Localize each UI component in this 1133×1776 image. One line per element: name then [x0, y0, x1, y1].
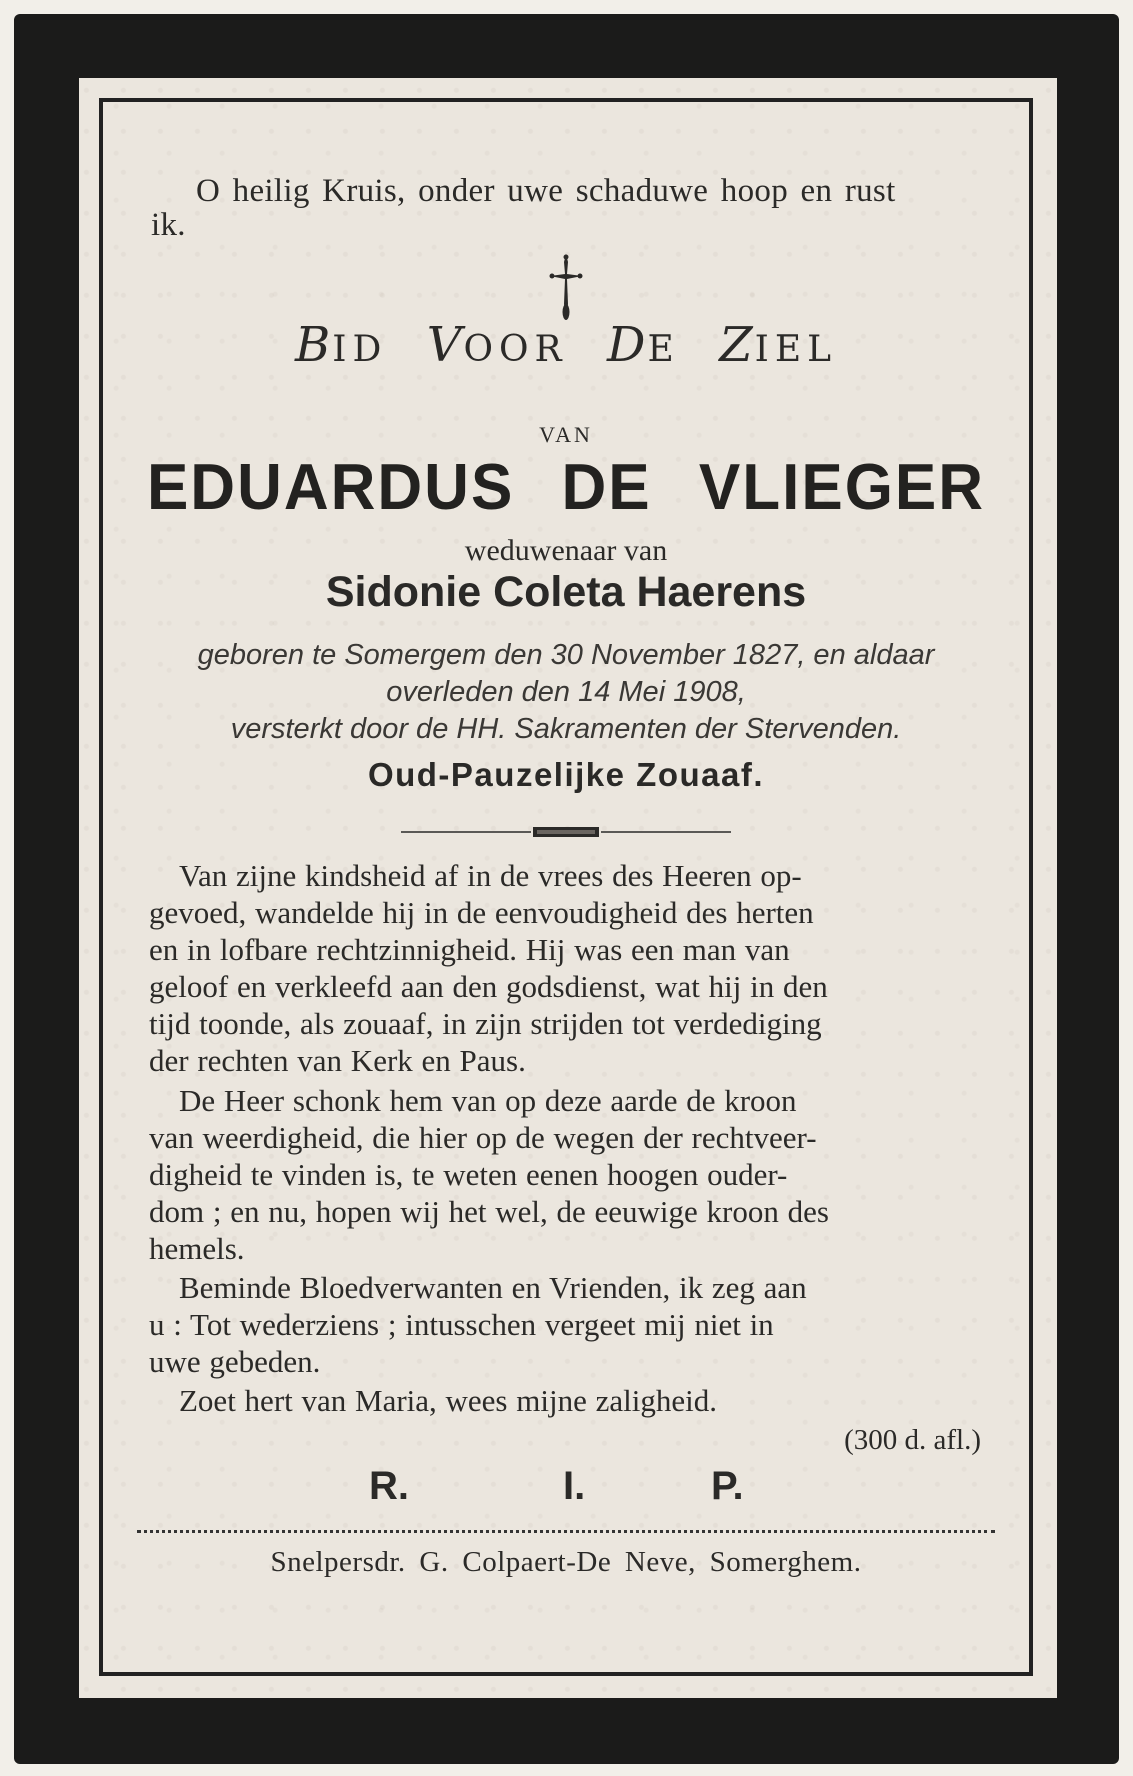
paragraph-line: geloof en verkleefd aan den godsdienst, wat hij in den [149, 969, 828, 1004]
birth-line: geboren te Somergem den 30 November 1827, en aldaar [197, 639, 935, 671]
paragraph-farewell [149, 1269, 995, 1380]
death-line: overleden den 14 Mei 1908, [386, 676, 746, 708]
paragraph-line: De Heer schonk hem van op deze aarde de kroon [179, 1083, 797, 1118]
latin-cross-icon [548, 252, 584, 322]
heading-word-ziel: ZIEL [719, 317, 838, 373]
paragraph-line: uwe gebeden. [149, 1344, 321, 1379]
card-content [131, 102, 1001, 1672]
van-label: VAN [539, 422, 593, 447]
motto-line-2: ik. [151, 207, 186, 243]
indulgence-note: (300 d. afl.) [844, 1424, 981, 1456]
widower-of-label: weduwenaar van [464, 534, 668, 567]
paragraph-prayer [149, 1382, 995, 1419]
motto-line-1: O heilig Kruis, onder uwe schaduwe hoop en rust [196, 173, 896, 209]
spouse-name: Sidonie Coleta Haerens [325, 568, 807, 616]
sacraments-line: versterkt door de HH. Sakramenten der Stervenden. [230, 713, 902, 745]
printer-credit: Snelpersdr. G. Colpaert-De Neve, Somerghem. [270, 1546, 862, 1578]
deceased-name: EDUARDUS DE VLIEGER [146, 451, 986, 524]
dotted-separator [137, 1530, 995, 1533]
heading-word-bid: BID [294, 317, 388, 373]
paragraph-line: tijd toonde, als zouaaf, in zijn strijden tot verdediging [149, 1006, 822, 1041]
paragraph-line: digheid te vinden is, te weten eenen hoogen ouder- [149, 1157, 788, 1192]
paragraph-line: gevoed, wandelde hij in de eenvoudigheid des herten [149, 895, 814, 930]
paragraph-line: dom ; en nu, hopen wij het wel, de eeuwige kroon des [149, 1194, 829, 1229]
rip-letter-p: P. [711, 1464, 744, 1508]
paragraph-youth [149, 857, 995, 1079]
rip-letter-r: R. [369, 1464, 409, 1508]
card-paper [79, 78, 1057, 1698]
ornamental-divider [401, 824, 731, 840]
paragraph-line: hemels. [149, 1231, 245, 1266]
paragraph-line: van weerdigheid, die hier op de wegen der rechtveer- [149, 1120, 817, 1155]
inner-frame [99, 98, 1033, 1676]
paragraph-line: Beminde Bloedverwanten en Vrienden, ik zeg aan [179, 1270, 807, 1305]
paragraph-line: en in lofbare rechtzinnigheid. Hij was een man van [149, 932, 790, 967]
paragraph-line: Zoet hert van Maria, wees mijne zaligheid. [179, 1383, 717, 1418]
rip-letter-i: I. [563, 1464, 586, 1508]
paragraph-line: Van zijne kindsheid af in de vrees des Heeren op- [179, 858, 802, 893]
mourning-card [14, 14, 1119, 1764]
paragraph-line: u : Tot wederziens ; intusschen vergeet mij niet in [149, 1307, 774, 1342]
motto [151, 174, 1001, 242]
zouave-title: Oud-Pauzelijke Zouaaf. [367, 756, 765, 793]
heading-bid-voor-de-ziel [131, 317, 1001, 373]
heading-word-voor: VOOR [426, 317, 568, 373]
heading-word-de: DE [607, 317, 680, 373]
paragraph-line: der rechten van Kerk en Paus. [149, 1043, 526, 1078]
paragraph-crown [149, 1082, 995, 1267]
